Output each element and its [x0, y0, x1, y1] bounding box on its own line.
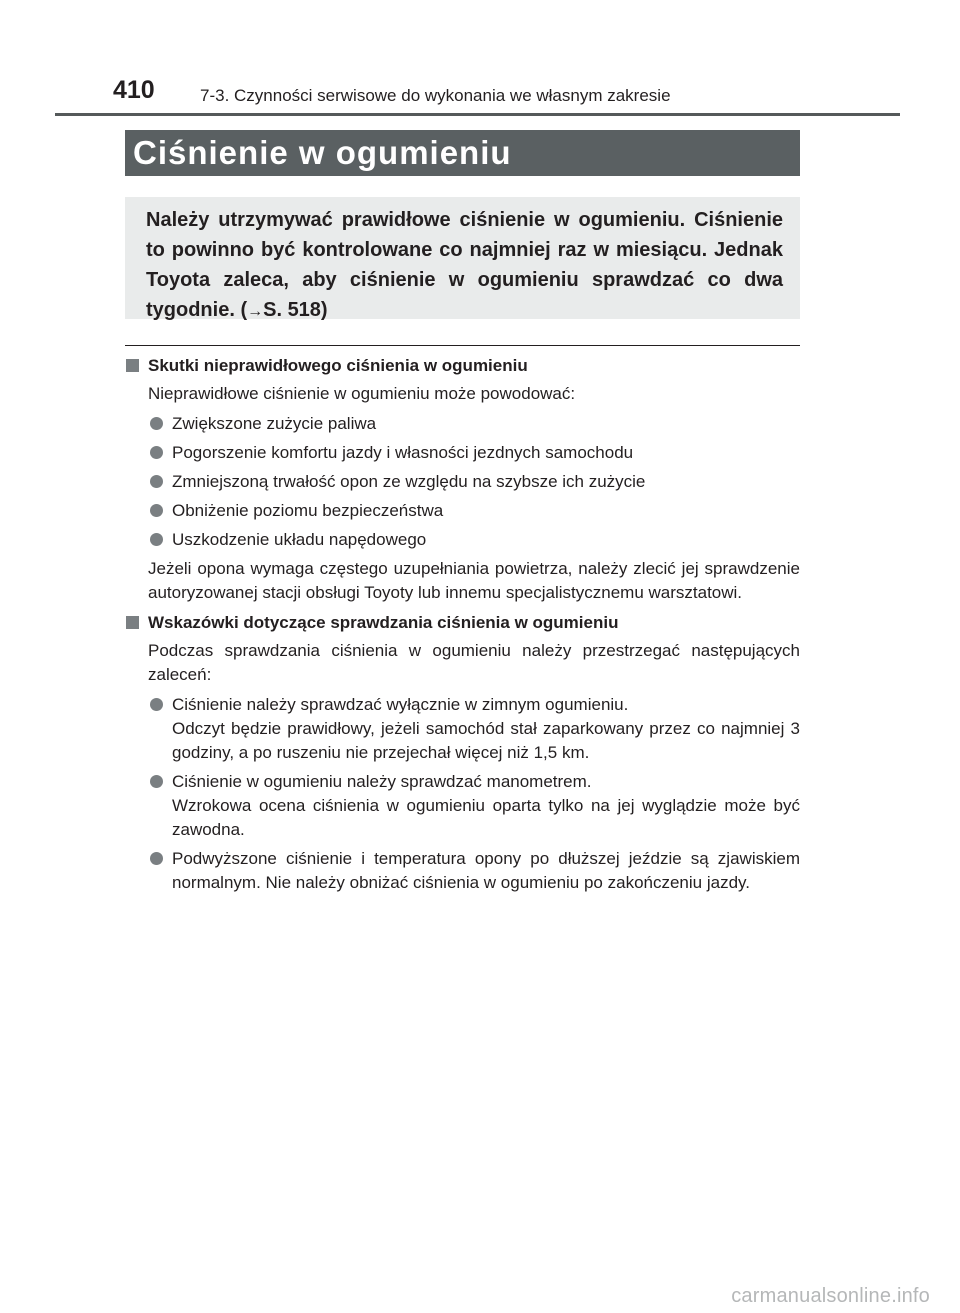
square-bullet-icon [126, 616, 139, 629]
list-item [125, 441, 800, 465]
list-item [125, 470, 800, 494]
section-title-bar [125, 130, 800, 176]
list-item [125, 528, 800, 552]
round-bullet-icon [150, 698, 163, 711]
section-note: Jeżeli opona wymaga częstego uzupełniania powietrza, należy zlecić jej sprawdzenie autoryzowanej stacji obsługi Toyoty lub innemu specjalistycznemu warsztatowi. [148, 559, 800, 602]
round-bullet-icon [150, 446, 163, 459]
list-item-subtext: Wzrokowa ocena ciśnienia w ogumieniu oparta tylko na jej wyglądzie może być zawodna. [172, 796, 800, 839]
round-bullet-icon [150, 533, 163, 546]
chapter-title: 7-3. Czynności serwisowe do wykonania we własnym zakresie [200, 86, 671, 105]
page-number: 410 [113, 76, 155, 104]
list-item-text: Podwyższone ciśnienie i temperatura opony po dłuższej jeździe są zjawiskiem normalnym. Nie należy obniżać ciśnienia w ogumieniu po zakończeniu jazdy. [172, 849, 800, 892]
list-item [125, 499, 800, 523]
intro-body: Należy utrzymywać prawidłowe ciśnienie w ogumieniu. Ciśnienie to powinno być kontrolowane co najmniej raz w miesiącu. Jednak Toyota zaleca, aby ciśnienie w ogumieniu sprawdzać co dwa tygodnie. ( [146, 209, 783, 321]
list-item-subtext: Odczyt będzie prawidłowy, jeżeli samochód stał zaparkowany przez co najmniej 3 godziny, a po ruszeniu nie przejechał więcej niż 1,5 km. [172, 719, 800, 762]
list-item-text: Pogorszenie komfortu jazdy i własności jezdnych samochodu [172, 443, 634, 462]
section-lead: Podczas sprawdzania ciśnienia w ogumieniu należy przestrzegać następujących zaleceń: [148, 641, 800, 684]
intro-text [146, 205, 783, 327]
list-item [125, 693, 800, 765]
list-item-text: Zmniejszoną trwałość opon ze względu na szybsze ich zużycie [172, 472, 646, 491]
section-heading-text: Skutki nieprawidłowego ciśnienia w ogumieniu [148, 356, 528, 375]
watermark: carmanualsonline.info [731, 1285, 930, 1307]
list-item-text: Ciśnienie należy sprawdzać wyłącznie w zimnym ogumieniu. [172, 695, 629, 714]
section-heading-effects [125, 354, 800, 378]
intro-box [125, 197, 800, 319]
list-item-text: Obniżenie poziomu bezpieczeństwa [172, 501, 444, 520]
page-title: Ciśnienie w ogumieniu [133, 134, 512, 171]
section-heading-tips [125, 611, 800, 635]
list-item [125, 770, 800, 842]
square-bullet-icon [126, 359, 139, 372]
list-item-text: Ciśnienie w ogumieniu należy sprawdzać manometrem. [172, 772, 592, 791]
section-lead: Nieprawidłowe ciśnienie w ogumieniu może powodować: [148, 384, 576, 403]
list-item [125, 847, 800, 895]
section-heading-text: Wskazówki dotyczące sprawdzania ciśnienia w ogumieniu [148, 613, 619, 632]
section-rule [125, 345, 800, 346]
list-item-text: Uszkodzenie układu napędowego [172, 530, 427, 549]
round-bullet-icon [150, 475, 163, 488]
round-bullet-icon [150, 504, 163, 517]
list-item-text: Zwiększone zużycie paliwa [172, 414, 377, 433]
header-rule [55, 113, 900, 116]
intro-page-ref[interactable]: S. 518) [263, 299, 328, 321]
round-bullet-icon [150, 417, 163, 430]
arrow-right-icon: → [247, 303, 264, 320]
round-bullet-icon [150, 852, 163, 865]
round-bullet-icon [150, 775, 163, 788]
list-item [125, 412, 800, 436]
content [125, 354, 800, 900]
